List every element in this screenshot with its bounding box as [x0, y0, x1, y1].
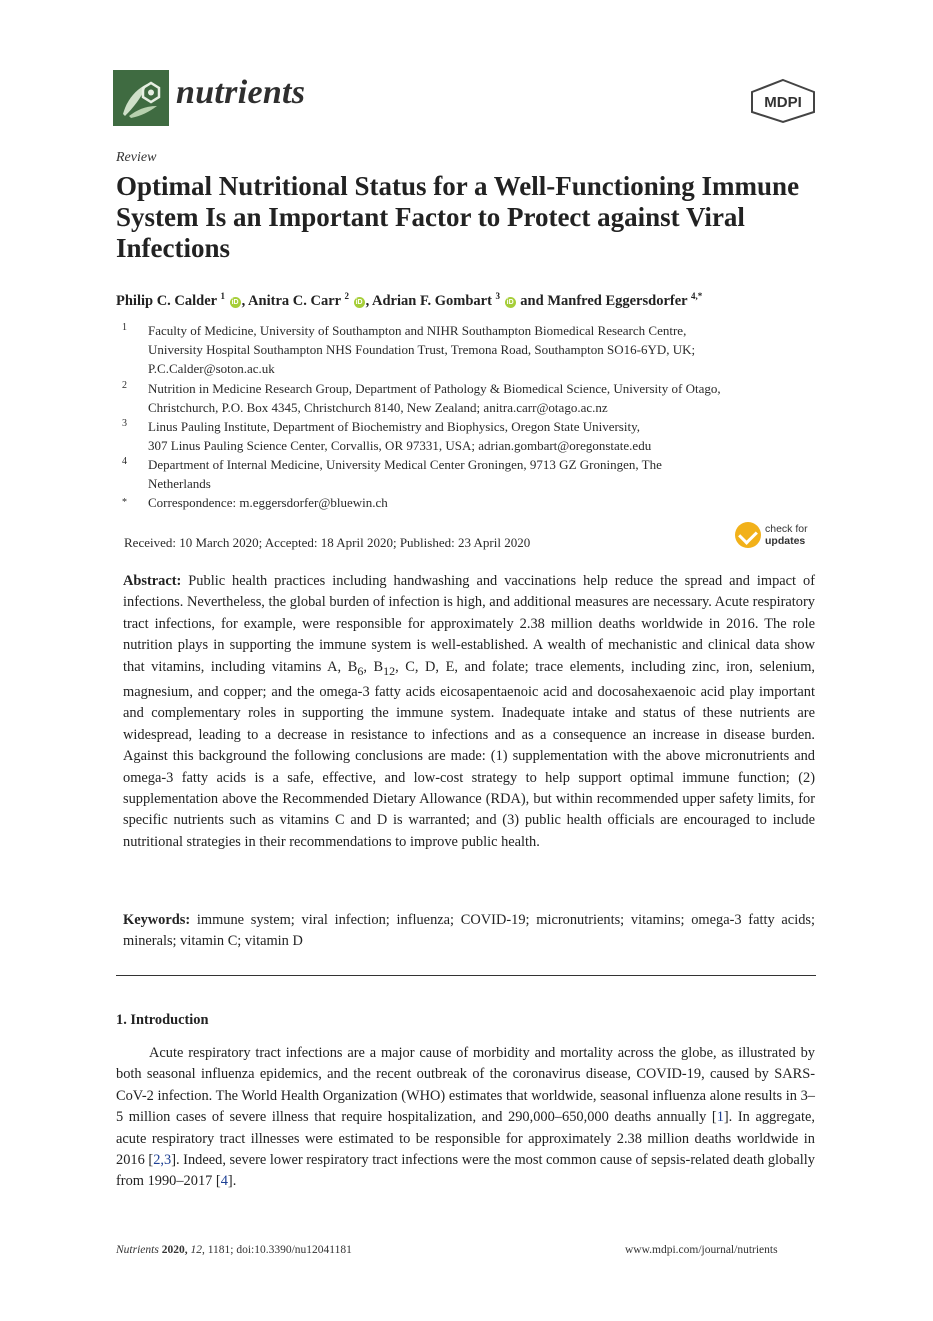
mdpi-logo-text: MDPI: [764, 94, 802, 111]
affiliation-line: Netherlands: [148, 476, 211, 492]
citation-link[interactable]: 4: [220, 1173, 228, 1190]
footer-journal: Nutrients: [116, 1244, 159, 1256]
author-affiliation-sup: 2: [344, 291, 349, 301]
abstract-subscript: 6: [357, 663, 364, 678]
citation-link[interactable]: 1: [716, 1109, 724, 1126]
author-list: [116, 291, 702, 310]
orcid-icon[interactable]: iD: [231, 298, 239, 306]
affiliation-line: Nutrition in Medicine Research Group, Department of Pathology & Biomedical Science, University of Otago,: [148, 381, 721, 396]
affiliation-number: 1: [122, 322, 127, 333]
check-for-updates-line2: updates: [765, 535, 806, 547]
abstract-label: Abstract:: [123, 573, 182, 589]
author-affiliation-sup: 4,*: [690, 291, 703, 301]
affiliation-line: 307 Linus Pauling Science Center, Corvallis, OR 97331, USA; adrian.gombart@oregonstate.edu: [148, 438, 652, 454]
affiliation: [122, 417, 822, 455]
section-divider: [116, 975, 816, 976]
journal-name: nutrients: [176, 74, 306, 111]
author-name[interactable]: Philip C. Calder: [116, 292, 217, 309]
intro-text: Acute respiratory tract infections are a major cause of morbidity and mortality across the globe, as illustrated by both seasonal influenza epidemics, and the recent outbreak of the coronavirus disease, COVID-19, caused by SARS-CoV-2 infection. The World Health Organization (WHO) estimates that worldwide, seasonal influenza alone results in 3–5 million cases of severe illness that require hospitalization, and 290,000–650,000 deaths annually [: [116, 1045, 815, 1126]
intro-text: ]. Indeed, severe lower respiratory tract infections were the most common cause of sepsis-related death globally from 1990–2017 [: [116, 1152, 816, 1190]
affiliation-email[interactable]: P.C.Calder@soton.ac.uk: [148, 361, 275, 377]
article-type: Review: [116, 150, 157, 165]
abstract-text: , C, D, E, and folate; trace elements, including zinc, iron, selenium, magnesium, and copper; and the omega-3 fatty acids eicosapentaenoic acid and docosahexaenoic acid play important and complementary roles in supporting the immune system. Inadequate intake and status of these nutrients are widespread, leading to a decrease in resistance to infections and as a consequence an increase in disease burden. Against this background the following conclusions are made: (1) supplementation with the above micronutrients and omega-3 fatty acids is a safe, effective, and low-cost strategy to help support optimal immune function; (2) supplementation above the Recommended Dietary Allowance (RDA), but within recommended upper safety limits, for specific nutrients such as vitamins C and D is warranted; and (3) public health officials are encouraged to include nutritional strategies in their recommendations to improve public health.: [123, 658, 815, 850]
abstract: [123, 571, 815, 853]
intro-paragraph: [116, 1043, 815, 1193]
intro-text: ]. In aggregate, acute respiratory tract illnesses were estimated to be responsible for approximately 2.38 million deaths worldwide in 2016 [: [116, 1109, 815, 1169]
author-separator: and: [516, 292, 548, 309]
footer-volume: 12: [190, 1244, 202, 1256]
affiliation-number: 4: [122, 456, 127, 467]
leaf-icon: [113, 70, 169, 126]
correspondence-line[interactable]: Correspondence: m.eggersdorfer@bluewin.ch: [148, 495, 388, 510]
author-separator: ,: [241, 292, 249, 309]
check-for-updates-badge[interactable]: [735, 522, 825, 550]
author-affiliation-sup: 3: [495, 291, 501, 301]
author-name[interactable]: Anitra C. Carr: [248, 292, 341, 309]
keywords-text: immune system; viral infection; influenza; COVID-19; micronutrients; vitamins; omega-3 fatty acids; minerals; vitamin C; vitamin D: [123, 912, 815, 950]
intro-text: ].: [227, 1173, 237, 1190]
affiliation-number: 2: [122, 380, 127, 391]
correspondence-marker: *: [122, 497, 127, 508]
footer-citation: [116, 1244, 352, 1256]
keywords-label: Keywords:: [123, 912, 191, 928]
article-title: Optimal Nutritional Status for a Well-Functioning Immune System Is an Important Factor to Protect against Viral Infections: [116, 171, 800, 263]
author-name[interactable]: Manfred Eggersdorfer: [547, 292, 688, 309]
publication-dates: Received: 10 March 2020; Accepted: 18 April 2020; Published: 23 April 2020: [124, 535, 531, 550]
affiliation: [122, 321, 822, 379]
correspondence: [122, 493, 822, 513]
abstract-subscript: 12: [383, 663, 396, 678]
affiliation-number: 3: [122, 418, 127, 429]
affiliation: [122, 455, 822, 493]
affiliation-line: Department of Internal Medicine, University Medical Center Groningen, 9713 GZ Groningen, The: [148, 457, 662, 472]
footer-url[interactable]: www.mdpi.com/journal/nutrients: [625, 1244, 778, 1256]
affiliation-line: Faculty of Medicine, University of Southampton and NIHR Southampton Biomedical Research Centre,: [148, 323, 687, 338]
footer-doi[interactable]: , 1181; doi:10.3390/nu12041181: [201, 1244, 352, 1256]
abstract-text: Public health practices including handwashing and vaccinations help reduce the spread and impact of infections. Nevertheless, the global burden of infection is high, and additional measures are necessary. Acute respiratory tract infections, for example, were responsible for approximately 2.38 million deaths worldwide in 2016. The role nutrition plays in supporting the immune system is well-established. A wealth of mechanistic and clinical data show that vitamins, including vitamins A, B: [123, 573, 815, 675]
orcid-icon[interactable]: iD: [506, 298, 514, 306]
footer-year: 2020,: [158, 1244, 191, 1256]
journal-logo: [113, 70, 169, 126]
citation-link[interactable]: 2,3: [153, 1152, 172, 1169]
author-name[interactable]: Adrian F. Gombart: [372, 292, 492, 309]
affiliation-line: Christchurch, P.O. Box 4345, Christchurch 8140, New Zealand; anitra.carr@otago.ac.nz: [148, 400, 608, 416]
affiliation-line: University Hospital Southampton NHS Foundation Trust, Tremona Road, Southampton SO16-6YD, UK;: [148, 342, 696, 358]
check-for-updates-line1: check for: [765, 523, 808, 535]
abstract-text: , B: [363, 658, 384, 675]
orcid-icon[interactable]: iD: [355, 298, 363, 306]
section-heading: 1. Introduction: [116, 1012, 209, 1028]
affiliation-line: Linus Pauling Institute, Department of Biochemistry and Biophysics, Oregon State University,: [148, 419, 641, 434]
mdpi-logo: [748, 78, 818, 124]
keywords: [123, 910, 815, 953]
author-affiliation-sup: 1: [220, 291, 225, 301]
affiliation: [122, 379, 822, 417]
author-separator: ,: [365, 292, 373, 309]
check-icon: [735, 522, 761, 548]
